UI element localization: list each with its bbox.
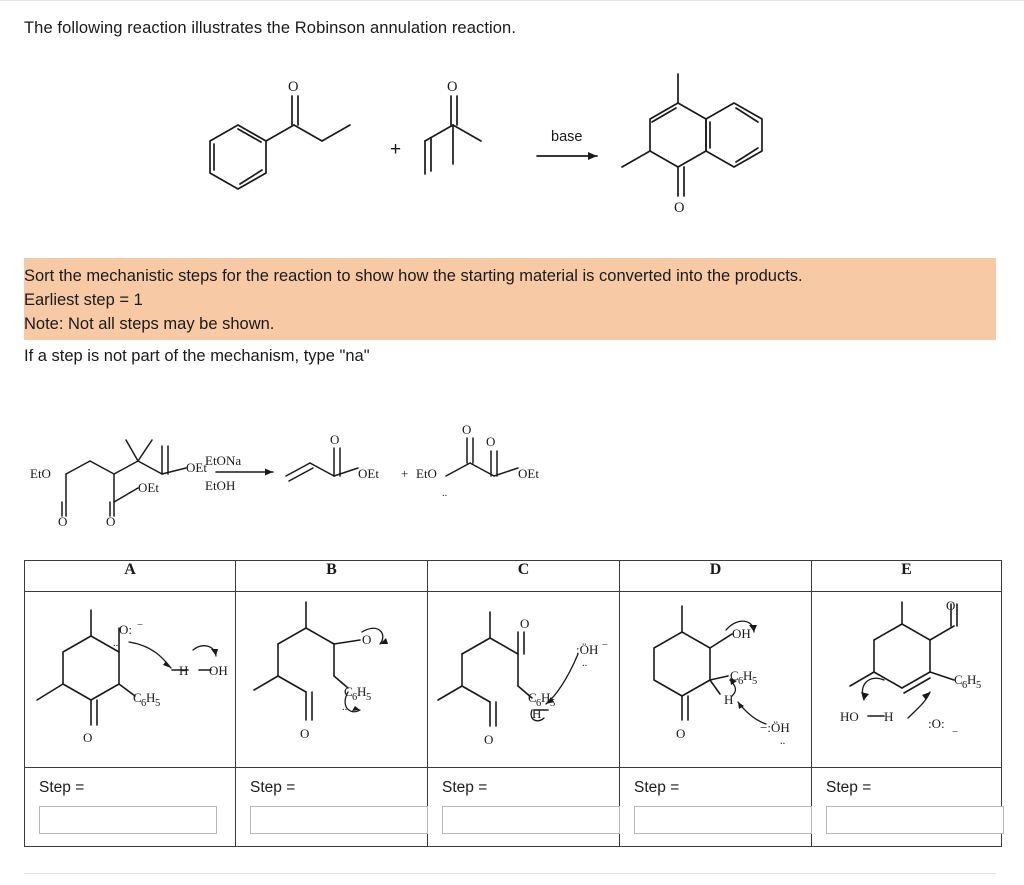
column-header-d: D [620, 561, 812, 592]
step-label-e: Step = [826, 779, 872, 796]
atom-label-oh: OH [732, 626, 751, 641]
lone-pair: .. [113, 638, 119, 649]
atom-label-alkoxide: :O: [928, 716, 945, 731]
lone-pair: .. [442, 488, 448, 499]
lone-pair: .. [582, 658, 588, 669]
lone-pair: .. [780, 736, 786, 747]
atom-label-h: H [724, 692, 734, 707]
structure-cell-a [25, 592, 236, 768]
atom-label-o: O [462, 422, 472, 437]
atom-label-ho: HO [840, 709, 859, 724]
subscript-6: 6 [352, 692, 358, 703]
atom-label-oet: OEt [518, 466, 539, 481]
atom-label-hydroxide: :ÖH [576, 642, 599, 657]
bottom-divider [24, 873, 996, 874]
step-cell-a [25, 768, 236, 847]
subscript-6: 6 [962, 680, 968, 691]
atom-label-o: O [83, 730, 93, 745]
subscript-5: 5 [550, 698, 556, 709]
atom-label-h: H [743, 668, 753, 683]
atom-label-o: O [58, 514, 68, 526]
step-label-d: Step = [634, 779, 680, 796]
atom-label-o: O [106, 514, 116, 526]
atom-label-h: H [884, 709, 894, 724]
subscript-6: 6 [536, 698, 542, 709]
table-structure-row [25, 592, 1002, 768]
atom-label-o: O [447, 79, 458, 95]
atom-label-oet: OEt [186, 460, 207, 475]
atom-label-oh: OH [209, 663, 228, 678]
step-cell-e [812, 768, 1002, 847]
atom-label-eto: EtO [30, 466, 51, 481]
atom-label-o: O [484, 732, 494, 747]
atom-label-h: H [357, 684, 367, 699]
structure-cell-b [236, 592, 428, 768]
subscript-6: 6 [141, 698, 147, 709]
top-reaction-scheme [180, 56, 840, 241]
atom-label-o: O [486, 434, 496, 449]
atom-label-h: H [541, 690, 551, 705]
table-step-row [25, 768, 1002, 847]
atom-label-o: O [676, 726, 686, 741]
atom-label-c6h5: C [730, 668, 739, 683]
step-cell-c [428, 768, 620, 847]
atom-label-o-minus: O: [119, 622, 132, 637]
instruction-line-4: If a step is not part of the mechanism, type "na" [24, 347, 370, 365]
structure-cell-e [812, 592, 1002, 768]
table-header-row [25, 561, 1002, 592]
subscript-5: 5 [155, 698, 161, 709]
atom-label-c6h5: C [133, 690, 142, 705]
subscript-5: 5 [976, 680, 982, 691]
plus-sign-mid: + [401, 466, 409, 481]
atom-label-o: O [520, 616, 530, 631]
mechanism-steps-table [24, 560, 1002, 847]
atom-label-o: O [288, 79, 299, 95]
step-label-a: Step = [39, 779, 85, 796]
instruction-line-3: Note: Not all steps may be shown. [24, 315, 275, 333]
arrow-label-base: base [551, 129, 583, 145]
atom-label-o: O [330, 432, 340, 447]
atom-label-o: O [946, 598, 956, 613]
structure-cell-d [620, 592, 812, 768]
step-input-d[interactable] [634, 806, 812, 834]
step-cell-d [620, 768, 812, 847]
reagent-etona: EtONa [205, 453, 242, 468]
instruction-line-1: Sort the mechanistic steps for the reaction to show how the starting material is converted into the products. [24, 267, 803, 285]
claisen-reaction-scheme [18, 406, 578, 526]
charge-minus: − [137, 620, 143, 631]
plus-sign: + [390, 139, 402, 160]
atom-label-h: H [967, 672, 977, 687]
atom-label-c6h5: C [954, 672, 963, 687]
column-header-a: A [25, 561, 236, 592]
step-label-c: Step = [442, 779, 488, 796]
lone-pair: .. [342, 702, 348, 713]
column-header-c: C [428, 561, 620, 592]
atom-label-h: H [146, 690, 156, 705]
atom-label-h: H [179, 663, 189, 678]
column-header-e: E [812, 561, 1002, 592]
atom-label-h: H [532, 706, 542, 721]
atom-label-c6h5: C [344, 684, 353, 699]
atom-label-hydroxide: −:ÖH [760, 720, 790, 735]
subscript-5: 5 [752, 676, 758, 687]
atom-label-c6h5: C [528, 690, 537, 705]
atom-label-o: O [362, 632, 372, 647]
atom-label-eto: EtO [416, 466, 437, 481]
step-input-c[interactable] [442, 806, 620, 834]
step-label-b: Step = [250, 779, 296, 796]
charge-minus: − [952, 727, 958, 738]
atom-label-o: O [674, 200, 685, 216]
intro-text: The following reaction illustrates the Robinson annulation reaction. [24, 19, 517, 37]
subscript-6: 6 [738, 676, 744, 687]
step-input-b[interactable] [250, 806, 428, 834]
step-input-a[interactable] [39, 806, 217, 834]
subscript-5: 5 [366, 692, 372, 703]
atom-label-oet: OEt [358, 466, 379, 481]
step-input-e[interactable] [826, 806, 1004, 834]
step-cell-b [236, 768, 428, 847]
instruction-line-2: Earliest step = 1 [24, 291, 143, 309]
column-header-b: B [236, 561, 428, 592]
atom-label-o: O [300, 726, 310, 741]
atom-label-oet: OEt [138, 480, 159, 495]
structure-cell-c [428, 592, 620, 768]
charge-minus: − [602, 640, 608, 651]
reagent-etoh: EtOH [205, 478, 236, 493]
